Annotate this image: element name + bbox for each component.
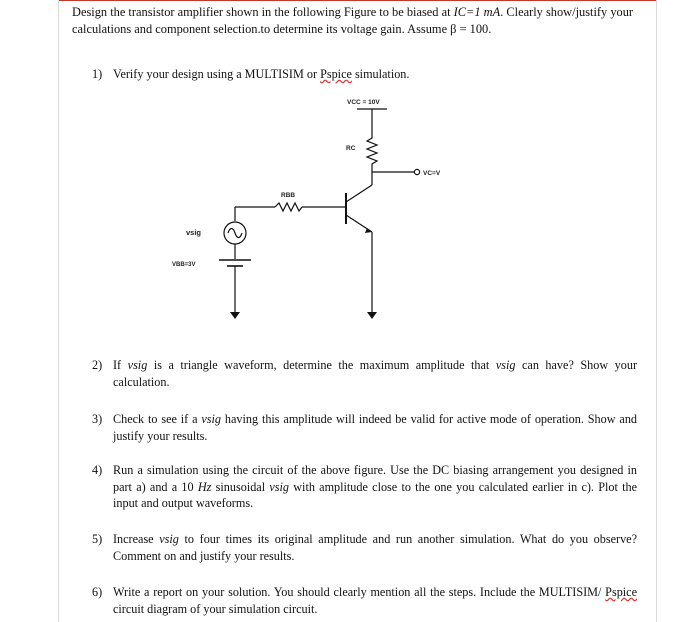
rc-resistor — [367, 132, 377, 172]
question-number: 2) — [92, 358, 103, 372]
header-text-2: . Clearly show/justify your calculations and component selection.to determine its voltage gain. Assume β = 100. — [72, 5, 634, 36]
vcc-label: VCC = 10V — [347, 99, 380, 106]
vc-output-terminal — [414, 169, 419, 174]
question-number: 4) — [92, 463, 103, 477]
vsig-label: vsig — [186, 228, 202, 237]
header-ic-value: IC=1 mA — [453, 5, 501, 19]
question-number: 6) — [92, 585, 103, 599]
rbb-label: RBB — [281, 192, 296, 199]
transistor-collector — [346, 185, 372, 202]
sine-icon — [228, 229, 242, 238]
document-page: Design the transistor amplifier shown in the following Figure to be biased at IC=1 mA. Clearly show/justify your calculations and component selection.to determine its voltage gain. Assume β = 100. 1) Verify your design using a MULTISIM or Pspice simulation. 2) If vsig is a triangle waveform, determine the maximum amplitude that vsig can have? Show your calculation. 3) Check to see if a vsig having this amplitude will indeed be valid for active mode of operation. Show and justify your results. 4) Run a simulation using the circuit of the above figure. Use the DC biasing arrangement you designed in part a) and a 10 Hz sinusoidal vsig with amplitude close to the one you calculated earlier in c). Plot the input and output waveforms. 5) Increase vsig to four times its original amplitude and run another simulation. What do you observe? Comment on and justify your results. 6) Write a report on your solution. You should clearly mention all the steps. Include the MULTISIM/ Pspice circuit diagram of your simulation circuit. — [58, 0, 657, 622]
vc-label: VC=V — [423, 170, 441, 177]
spellcheck-word: Pspice — [605, 585, 637, 599]
question-number: 5) — [92, 532, 103, 546]
vbb-label: VBB=3V — [172, 262, 196, 268]
ground-arrow-icon — [230, 312, 240, 319]
question-number: 3) — [92, 412, 103, 426]
rc-label: RC — [346, 145, 356, 152]
rbb-resistor — [275, 203, 302, 211]
ground-arrow-icon — [367, 312, 377, 319]
header-text-1: Design the transistor amplifier shown in the following Figure to be biased at — [72, 5, 454, 19]
spellcheck-word: Pspice — [320, 67, 352, 81]
question-number: 1) — [92, 67, 103, 81]
